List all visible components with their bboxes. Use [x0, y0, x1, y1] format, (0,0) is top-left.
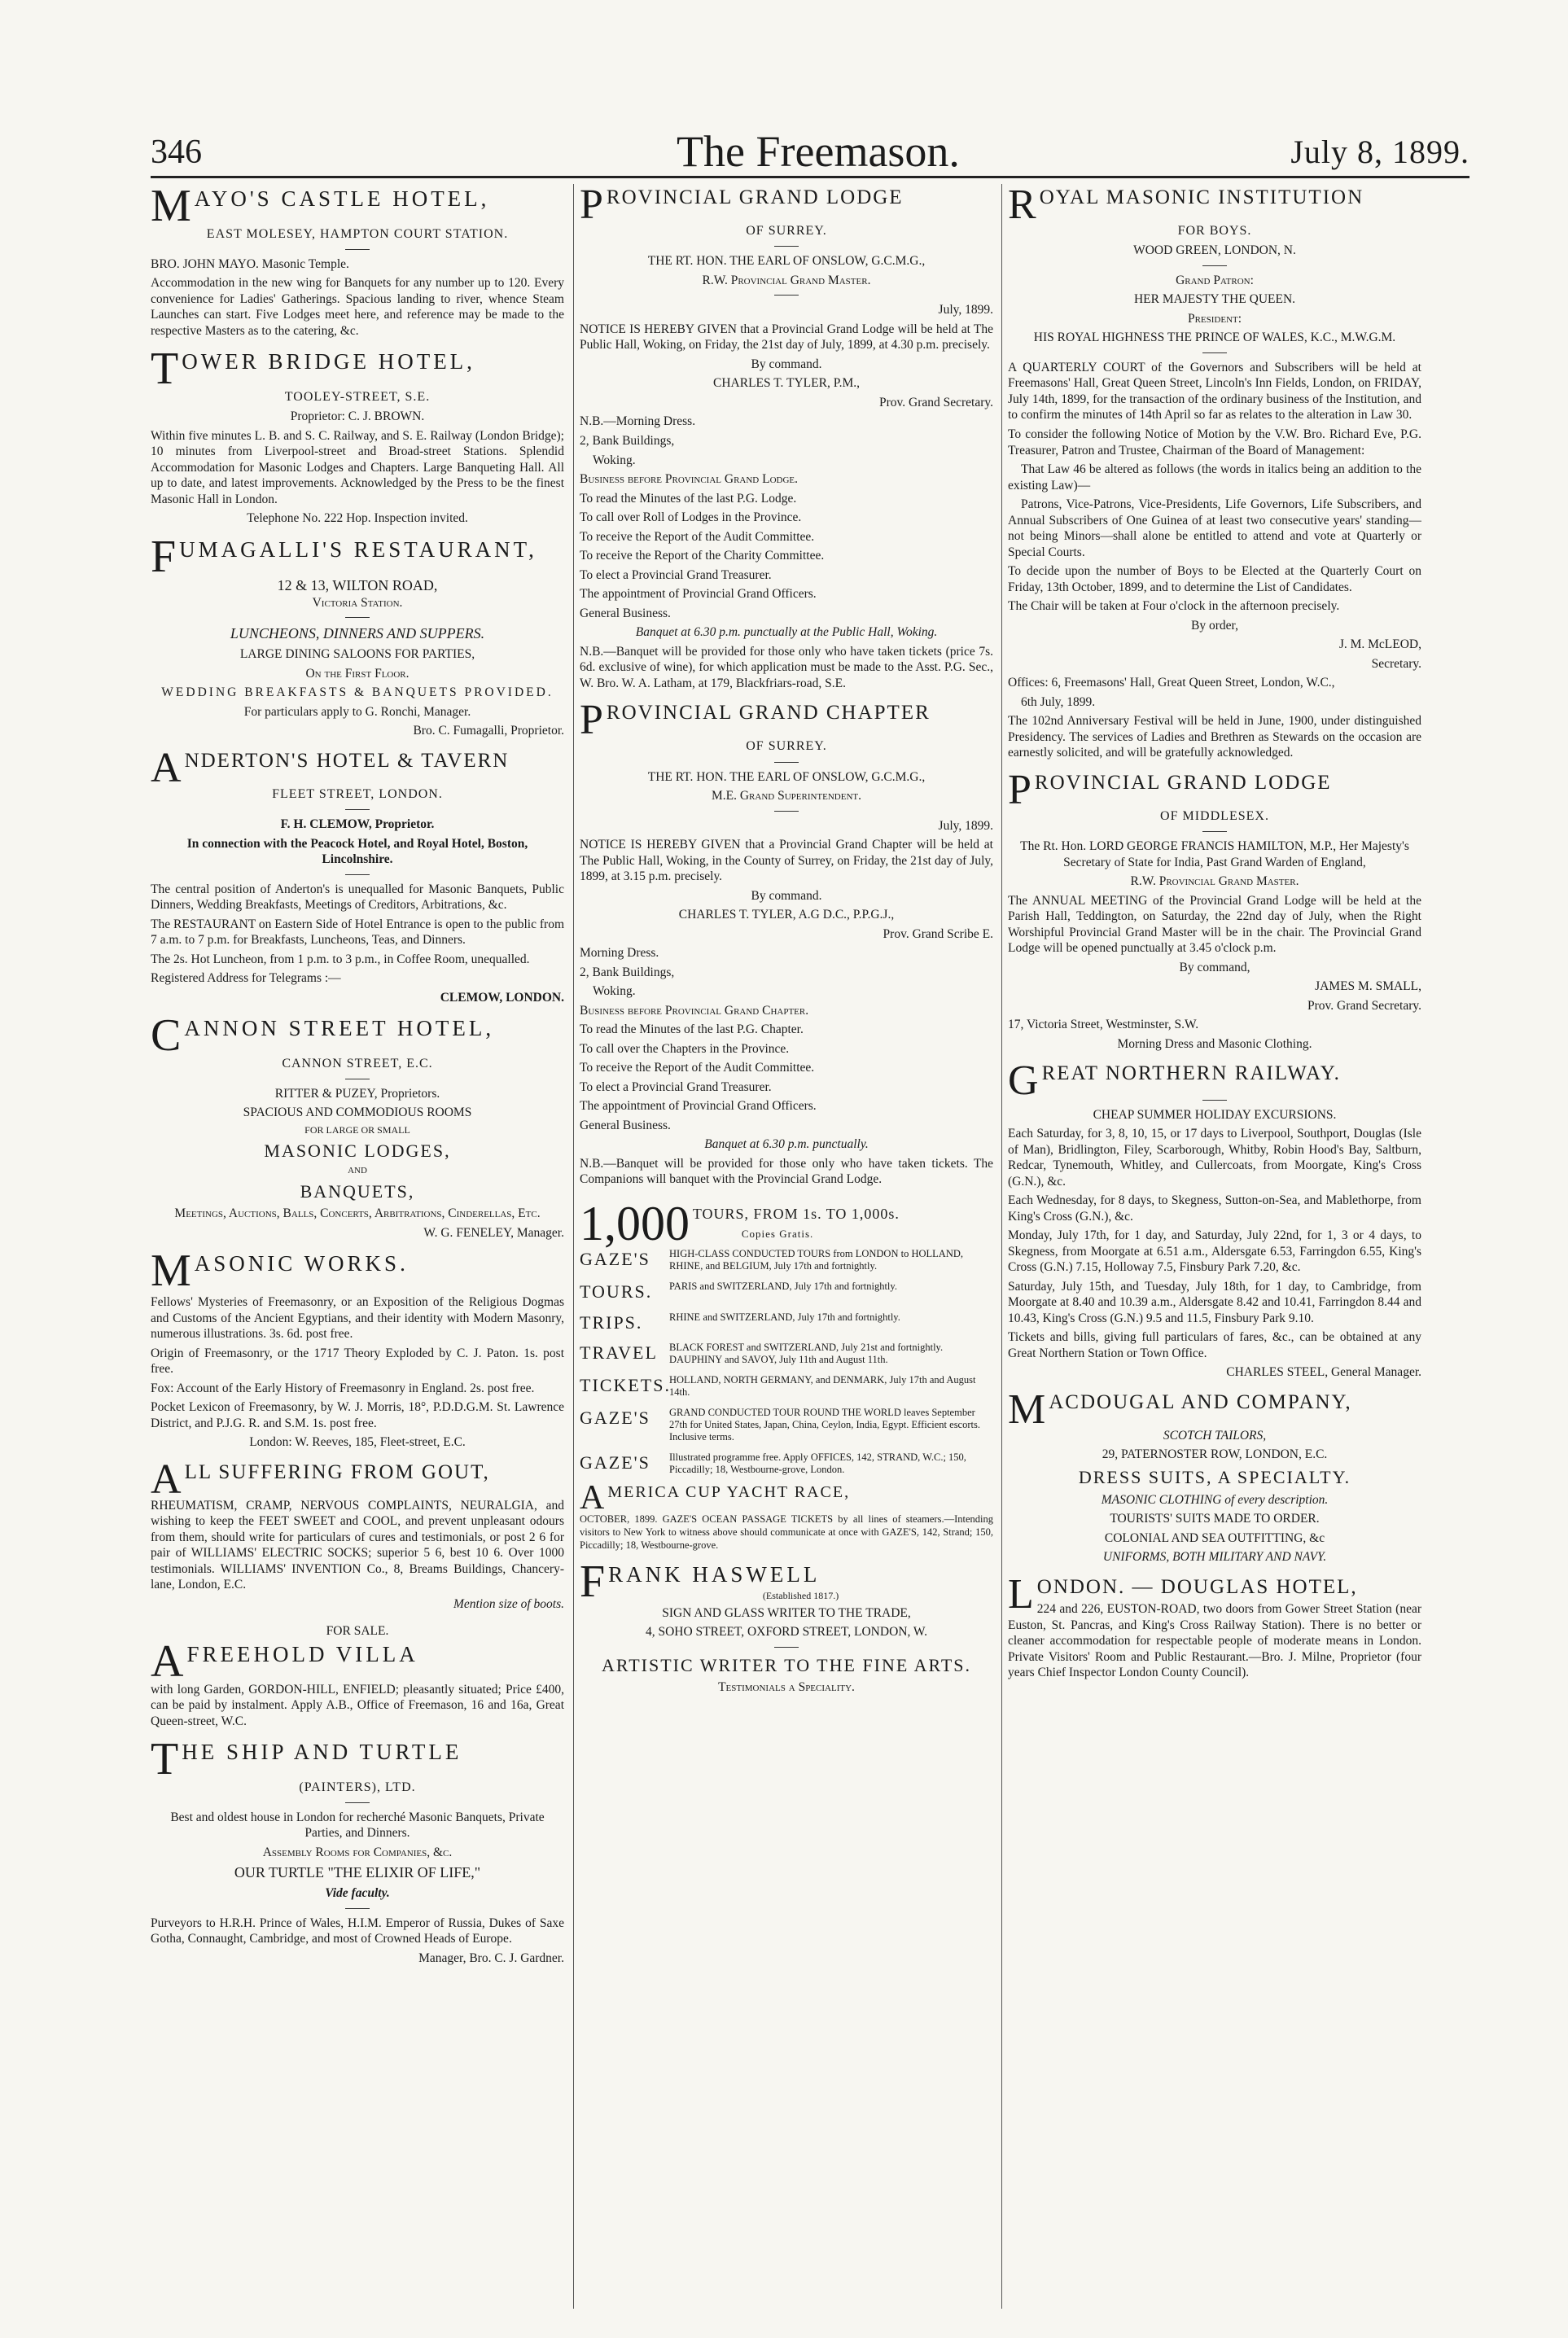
ad-macdougal	[1008, 1386, 1421, 1565]
tour-text: RHINE and SWITZERLAND, July 17th and fortnightly.	[669, 1311, 900, 1323]
ad-body: RHEUMATISM, CRAMP, NERVOUS COMPLAINTS, NEURALGIA, and wishing to keep the FEET SWEET and COOL, and prevent unpleasant odours from them, should write for particulars of cures and testimonials, or post 2 6 for pair of WILLIAMS' ELECTRIC SOCKS; superior 5 6, best 10 6. Over 1000 testimonials. WILLIAMS' INVENTION Co., 8, Breams Buildings, Chancery-lane, London, E.C.	[151, 1498, 564, 1592]
rooms: SPACIOUS AND COMMODIOUS ROOMS	[243, 1106, 472, 1120]
ad-title: ROVINCIAL GRAND LODGE	[606, 187, 904, 208]
scribe: CHARLES T. TYLER, A.G D.C., P.P.G.J.,	[678, 908, 895, 922]
tour-row	[580, 1451, 993, 1476]
address: Woking.	[593, 984, 636, 999]
address: Woking.	[593, 453, 636, 467]
book-item: Pocket Lexicon of Freemasonry, by W. J. Morris, 18°, P.D.D.G.M. St. Lawrence District, and P.J.G. R. and S.M. 1s. post free.	[151, 1400, 564, 1430]
line: COLONIAL AND SEA OUTFITTING, &c	[1104, 1530, 1325, 1545]
tagline: LUNCHEONS, DINNERS AND SUPPERS.	[230, 625, 485, 642]
command: By command,	[1179, 960, 1250, 974]
notice-pg-lodge-middlesex	[1008, 766, 1421, 1053]
tour-label: GAZE'S	[580, 1408, 650, 1429]
agenda-item: To elect a Provincial Grand Treasurer.	[580, 567, 772, 582]
agenda-item: To read the Minutes of the last P.G. Chapter.	[580, 1022, 804, 1037]
line: ARTISTIC WRITER TO THE FINE ARTS.	[601, 1654, 972, 1675]
banquet-note: N.B.—Banquet will be provided for those only who have taken tickets (price 7s. 6d. exclusive of wine), for which application must be made to the Asst. P.G. Sec., W. Bro. W. A. Latham, at 179, Blackfriars-road, S.E.	[580, 644, 993, 690]
drop-cap: M	[151, 1246, 191, 1297]
notice-text: NOTICE IS HEREBY GIVEN that a Provincial Grand Lodge will be held at The Public Hall, Woking, on Friday, the 21st day of July, 1899, at 4.30 p.m. precisely.	[580, 322, 993, 352]
established: (Established 1817.)	[762, 1589, 839, 1601]
address: 17, Victoria Street, Westminster, S.W.	[1008, 1018, 1199, 1032]
manager: W. G. FENELEY, Manager.	[423, 1225, 564, 1240]
drop-cap: C	[151, 1010, 182, 1062]
proprietor: F. H. CLEMOW, Proprietor.	[280, 817, 435, 832]
ad-gazes-tours	[580, 1196, 993, 1552]
patron-label: Grand Patron:	[1176, 273, 1254, 287]
command: By command.	[751, 357, 822, 371]
issue-date: July 8, 1899.	[1290, 134, 1469, 170]
notice-pg-chapter-surrey	[580, 697, 993, 1188]
business-heading: Business before Provincial Grand Lodge.	[580, 472, 799, 487]
vide: Vide faculty.	[325, 1886, 390, 1901]
column-divider	[573, 184, 574, 2309]
grand-master-role: R.W. Provincial Grand Master.	[1130, 874, 1299, 889]
banquet: Banquet at 6.30 p.m. punctually.	[704, 1137, 869, 1152]
drop-cap: G	[1008, 1057, 1039, 1105]
ad-subtitle: TOOLEY-STREET, S.E.	[284, 389, 431, 404]
ad-andertons-hotel	[151, 744, 564, 1006]
notice-date: July, 1899.	[938, 303, 993, 317]
drop-cap: F	[151, 531, 177, 582]
dress-note: Morning Dress and Masonic Clothing.	[1117, 1036, 1312, 1051]
tour-label: TICKETS.	[580, 1375, 671, 1396]
manager: Manager, Bro. C. J. Gardner.	[418, 1951, 564, 1965]
ad-title: ACDOUGAL AND COMPANY,	[1049, 1390, 1352, 1413]
tours-heading: TOURS, FROM 1s. TO 1,000s.	[692, 1206, 900, 1223]
address: 2, Bank Buildings,	[580, 433, 675, 448]
drop-cap: L	[1008, 1570, 1034, 1618]
rooms: LARGE DINING SALOONS FOR PARTIES,	[239, 647, 475, 662]
ad-mayos-hotel	[151, 187, 564, 339]
telegram-address: CLEMOW, LONDON.	[440, 990, 564, 1005]
ad-douglas-hotel	[1008, 1570, 1421, 1681]
grand-master: THE RT. HON. THE EARL OF ONSLOW, G.C.M.G.,	[647, 254, 926, 269]
address: 29, PATERNOSTER ROW, LONDON, E.C.	[1102, 1447, 1328, 1462]
ad-tower-bridge-hotel	[151, 344, 564, 526]
drop-cap: F	[580, 1556, 606, 1608]
notice-pg-lodge-surrey	[580, 187, 993, 691]
order: By order,	[1191, 618, 1238, 633]
lodges: MASONIC LODGES,	[264, 1141, 451, 1162]
grand-superintendent-role: M.E. Grand Superintendent.	[711, 789, 862, 803]
tour-label: TOURS.	[580, 1281, 653, 1302]
events: Meetings, Auctions, Balls, Concerts, Arbitrations, Cinderellas, Etc.	[174, 1206, 541, 1221]
secretary: J. M. McLEOD,	[1338, 637, 1421, 652]
ad-body: Accommodation in the new wing for Banquets for any number up to 120. Every convenience for Ladies' Gatherings. Spacious landing to river, whence Steam Launches can start. Five Lodges meet here, and reference may be made to the respective Masters as to the catering, &c.	[151, 276, 564, 338]
festival: The 102nd Anniversary Festival will be held in June, 1900, under distinguished Presidency. The services of Ladies and Brethren as Stewards on the occasion are earnestly solicited, and will be gratefully acknowledged.	[1008, 714, 1421, 760]
ad-body: Within five minutes L. B. and S. C. Railway, and S. E. Railway (London Bridge); 10 minutes from Liverpool-street and Broad-street Stations. Splendid Accommodation for Masonic Lodges and Chapters. Large Banqueting Hall. All up to date, and latest improvements. Acknowledged by the Press to be the finest Masonic Hall in London.	[151, 428, 564, 506]
ad-frank-haswell	[580, 1556, 993, 1696]
column-2	[580, 187, 993, 2312]
ad-freehold-villa	[151, 1623, 564, 1729]
telegrams: Registered Address for Telegrams :—	[151, 971, 341, 986]
and: AND	[348, 1165, 367, 1176]
tour-text: GRAND CONDUCTED TOUR ROUND THE WORLD leaves September 27th for United States, Japan, China, Ceylon, India, Egypt. Efficient escorts. Inclusive terms.	[669, 1407, 980, 1443]
ad-subtitle: EAST MOLESEY, HAMPTON COURT STATION.	[206, 226, 509, 241]
ad-title: OYAL MASONIC INSTITUTION	[1039, 187, 1364, 208]
newspaper-title: The Freemason.	[677, 127, 960, 176]
drop-cap: R	[1008, 187, 1036, 228]
banquet-note: N.B.—Banquet will be provided for those only who have taken tickets. The Companions will banquet with the Provincial Grand Lodge.	[580, 1156, 993, 1187]
date: 6th July, 1899.	[1021, 694, 1096, 709]
tour-row	[580, 1311, 993, 1334]
header-rule	[151, 176, 1469, 178]
ad-title: REAT NORTHERN RAILWAY.	[1041, 1062, 1341, 1085]
column-divider	[1001, 184, 1002, 2309]
tour-text: PARIS and SWITZERLAND, July 17th and fortnightly.	[669, 1280, 897, 1292]
drop-cap: A	[151, 1456, 182, 1503]
proprietor: Bro. C. Fumagalli, Proprietor.	[413, 724, 564, 738]
ad-title: NDERTON'S HOTEL & TAVERN	[184, 749, 510, 772]
ad-subtitle: (PAINTERS), LTD.	[299, 1780, 416, 1794]
ad-subtitle: FLEET STREET, LONDON.	[272, 786, 443, 801]
proprietors: RITTER & PUZEY, Proprietors.	[274, 1086, 440, 1101]
notice-text: Patrons, Vice-Patrons, Vice-Presidents, Life Governors, Life Subscribers, and Annual Subscribers of One Guinea of at least two consecutive years' standing—not being Minors—shall alone be entitled to attend and vote at Quarterly or Special Courts.	[1008, 497, 1421, 559]
line: 4, SOHO STREET, OXFORD STREET, LONDON, W.	[645, 1625, 928, 1640]
agenda-item: The appointment of Provincial Grand Officers.	[580, 1099, 817, 1114]
notice-royal-masonic-institution	[1008, 187, 1421, 761]
column-1	[151, 187, 564, 2312]
secretary: JAMES M. SMALL,	[1315, 979, 1421, 994]
ad-body: Each Saturday, for 3, 8, 10, 15, or 17 days to Liverpool, Southport, Douglas (Isle of Man), Bridlington, Filey, Scarborough, Whitby, Robin Hood's Bay, Saltburn, Redcar, Tynemouth, Whitley, and Cullercoats, from Moorgate, King's Cross (G.N.), &c.	[1008, 1127, 1421, 1189]
ad-title: ASONIC WORKS.	[194, 1251, 409, 1276]
ad-title: ANNON STREET HOTEL,	[184, 1016, 495, 1041]
proprietor: Proprietor: C. J. BROWN.	[290, 409, 425, 424]
command: By command.	[751, 888, 822, 903]
agenda-item: General Business.	[580, 1118, 671, 1132]
ad-subtitle: OF SURREY.	[746, 224, 827, 239]
line: DRESS SUITS, A SPECIALTY.	[1078, 1466, 1351, 1487]
tour-row	[580, 1374, 993, 1399]
notice-text: A QUARTERLY COURT of the Governors and Subscribers will be held at Freemasons' Hall, Great Queen Street, Lincoln's Inn Fields, London, on FRIDAY, July 14th, 1899, for the transaction of the ordinary business of the Institution, and to confirm the minutes of 14th April so far as relates to the alteration in Law 30.	[1008, 360, 1421, 423]
ad-title: HE SHIP AND TURTLE	[182, 1740, 462, 1765]
agenda-item: The appointment of Provincial Grand Officers.	[580, 587, 817, 602]
secretary: CHARLES T. TYLER, P.M.,	[713, 376, 860, 391]
ad-title: RANK HASWELL	[608, 1562, 821, 1587]
notice-text: To consider the following Notice of Motion by the V.W. Bro. Richard Eve, P.G. Treasurer, Patron and Trustee, Chairman of the Board of Management:	[1008, 427, 1421, 458]
manager: CHARLES STEEL, General Manager.	[1226, 1365, 1421, 1380]
notice-text: To decide upon the number of Boys to be Elected at the Quarterly Court on Friday, 13th October, 1899, and to determine the List of Candidates.	[1008, 564, 1421, 594]
agenda-item: To call over Roll of Lodges in the Province.	[580, 510, 802, 525]
drop-cap: P	[580, 697, 603, 744]
purveyors: Purveyors to H.R.H. Prince of Wales, H.I.M. Emperor of Russia, Dukes of Saxe Gotha, Connaught, Cambridge, and most of Crowned Heads of Europe.	[151, 1915, 564, 1946]
ad-body: with long Garden, GORDON-HILL, ENFIELD; pleasantly situated; Price £400, can be paid by instalment. Apply A.B., Office of Freemason, 16 and 16a, Great Queen-street, W.C.	[151, 1682, 564, 1728]
scribe-role: Prov. Grand Scribe E.	[883, 926, 993, 941]
tour-row	[580, 1407, 993, 1443]
ad-fumagalli	[151, 531, 564, 739]
ad-body: Tickets and bills, giving full particulars of fares, &c., can be obtained at any Great Northern Station or Town Office.	[1008, 1330, 1421, 1360]
drop-cap: A	[151, 1635, 184, 1687]
ad-body: OCTOBER, 1899. GAZE'S OCEAN PASSAGE TICKETS by all lines of steamers.—Intending visitors to New York to witness above should communicate at once with GAZE'S, 142, Strand; 150, Piccadilly; 18, Westbourne-grove.	[580, 1513, 993, 1551]
line: MASONIC CLOTHING of every description.	[1101, 1492, 1329, 1507]
banquet: Banquet at 6.30 p.m. punctually at the Public Hall, Woking.	[635, 625, 938, 640]
tour-label: TRAVEL	[580, 1342, 658, 1364]
ad-body: Monday, July 17th, for 1 day, and Saturday, July 22nd, for 1, 3 or 4 days, to Skegness, from Moorgate at 6.51 a.m., Aldersgate 6.53, Farringdon 6.55, King's Cross (G.N.) 7.15, Holloway 7.5, Finsbury Park 7.20, &c.	[1008, 1228, 1421, 1275]
ad-body: The 2s. Hot Luncheon, from 1 p.m. to 3 p.m., in Coffee Room, unequalled.	[151, 952, 530, 966]
connection: In connection with the Peacock Hotel, and Royal Hotel, Boston, Lincolnshire.	[186, 836, 528, 867]
rooms: Assembly Rooms for Companies, &c.	[262, 1845, 453, 1859]
drop-cap: A	[151, 744, 182, 791]
address: 2, Bank Buildings,	[580, 965, 675, 979]
dress-note: Morning Dress.	[580, 946, 659, 961]
telephone: Telephone No. 222 Hop. Inspection invited.	[247, 511, 468, 526]
ad-masonic-works	[151, 1246, 564, 1450]
agenda-item: General Business.	[580, 606, 671, 620]
ad-ship-and-turtle	[151, 1734, 564, 1966]
secretary-role: Prov. Grand Secretary.	[878, 395, 993, 409]
wedding: WEDDING BREAKFASTS & BANQUETS PROVIDED.	[161, 685, 554, 700]
president: HIS ROYAL HIGHNESS THE PRINCE OF WALES, K.C., M.W.G.M.	[1033, 331, 1396, 345]
owner: BRO. JOHN MAYO. Masonic Temple.	[151, 256, 349, 271]
notice-text: That Law 46 be altered as follows (the words in italics being an addition to the existing Law)—	[1008, 462, 1421, 493]
tour-label: GAZE'S	[580, 1452, 650, 1473]
ad-title: UMAGALLI'S RESTAURANT,	[179, 536, 537, 562]
ad-body: The RESTAURANT on Eastern Side of Hotel Entrance is open to the public from 7 a.m. to 7 p.m. for Breakfasts, Luncheons, Teas, and Dinners.	[151, 917, 564, 948]
notice-text: The Chair will be taken at Four o'clock in the afternoon precisely.	[1008, 599, 1340, 614]
apply: For particulars apply to G. Ronchi, Manager.	[243, 704, 471, 719]
notice-date: July, 1899.	[938, 818, 993, 833]
tour-row	[580, 1342, 993, 1366]
for: FOR LARGE OR SMALL	[304, 1124, 410, 1136]
ad-subtitle: SCOTCH TAILORS,	[1163, 1428, 1267, 1443]
station: Victoria Station.	[312, 595, 403, 610]
tour-row	[580, 1248, 993, 1272]
business-heading: Business before Provincial Grand Chapter.	[580, 1003, 809, 1018]
tour-text: HOLLAND, NORTH GERMANY, and DENMARK, July 17th and August 14th.	[669, 1374, 976, 1399]
turtle: OUR TURTLE "THE ELIXIR OF LIFE,"	[234, 1864, 481, 1881]
patron: HER MAJESTY THE QUEEN.	[1133, 292, 1296, 307]
tour-row	[580, 1281, 993, 1303]
drop-cap: P	[580, 187, 603, 228]
agenda-item: To receive the Report of the Audit Committee.	[580, 1061, 815, 1075]
agenda-item: To receive the Report of the Charity Committee.	[580, 549, 825, 563]
for-sale: FOR SALE.	[326, 1624, 389, 1639]
ad-title: ROVINCIAL GRAND LODGE	[1034, 771, 1332, 794]
ad-title: MERICA CUP YACHT RACE,	[607, 1483, 851, 1502]
book-item: Origin of Freemasonry, or the 1717 Theory Exploded by C. J. Paton. 1s. post free.	[151, 1346, 564, 1377]
ad-subtitle: OF SURREY.	[746, 739, 827, 754]
tour-text: HIGH-CLASS CONDUCTED TOURS from LONDON to HOLLAND, RHINE, and BELGIUM, July 17th and fortnightly.	[669, 1247, 963, 1272]
ad-cannon-street-hotel	[151, 1010, 564, 1241]
drop-cap: T	[151, 1734, 179, 1785]
ad-body: Saturday, July 15th, and Tuesday, July 18th, for 1 day, to Cambridge, from Moorgate at 8.40 and 10.39 a.m., Aldersgate 8.42 and 10.41, Farringdon 8.44 and 10.43, King's Cross (G.N.) 9.5 and 11.5, Finsbury Park 9.10.	[1008, 1279, 1421, 1325]
grand-superintendent: THE RT. HON. THE EARL OF ONSLOW, G.C.M.G.,	[647, 769, 926, 784]
column-3	[1008, 187, 1421, 2312]
ad-title: AYO'S CASTLE HOTEL,	[194, 187, 490, 211]
tours-big-number: 1,000	[580, 1196, 690, 1250]
drop-cap: M	[151, 187, 191, 231]
ad-title: LL SUFFERING FROM GOUT,	[184, 1460, 490, 1483]
tour-label: GAZE'S	[580, 1248, 650, 1269]
tour-text: Illustrated programme free. Apply OFFICES, 142, STRAND, W.C.; 150, Piccadilly; 18, Westbourne-grove, London.	[669, 1451, 966, 1476]
ad-body: The central position of Anderton's is unequalled for Masonic Banquets, Public Dinners, Wedding Breakfasts, Meetings of Creditors, Arbitrations, &c.	[151, 882, 564, 913]
line: SIGN AND GLASS WRITER TO THE TRADE,	[662, 1605, 911, 1620]
ad-body: 224 and 226, EUSTON-ROAD, two doors from Gower Street Station (near Euston, St. Pancras, and King's Cross Railway Station). There is no better or cleaner accommodation for respectable people of moderate means in London. Private Visitors' Room and Public Restaurant.—Bro. J. Milne, Proprietor (four years Chief Inspector London County Council).	[1008, 1602, 1421, 1680]
line: Testimonials a Speciality.	[718, 1680, 855, 1695]
line: UNIFORMS, BOTH MILITARY AND NAVY.	[1102, 1550, 1327, 1565]
notice-text: The ANNUAL MEETING of the Provincial Grand Lodge will be held at the Parish Hall, Teddington, on Saturday, the 22nd day of July, when the Right Worshipful Provincial Grand Master will be in the chair. The Provincial Grand Lodge will be opened punctually at 3.45 o'clock p.m.	[1008, 893, 1421, 956]
drop-cap: A	[580, 1479, 605, 1517]
location: WOOD GREEN, LONDON, N.	[1133, 243, 1296, 258]
ad-subtitle: FOR BOYS.	[1177, 224, 1252, 239]
ad-subtitle: CHEAP SUMMER HOLIDAY EXCURSIONS.	[1093, 1107, 1337, 1122]
ad-great-northern-railway	[1008, 1057, 1421, 1380]
notice-text: NOTICE IS HEREBY GIVEN that a Provincial Grand Chapter will be held at The Public Hall, Woking, in the County of Surrey, on Friday, the 21st day of July, 1899, at 3.15 p.m. precisely.	[580, 838, 993, 884]
ad-gout	[151, 1456, 564, 1613]
agenda-item: To elect a Provincial Grand Treasurer.	[580, 1079, 772, 1094]
secretary-role: Secretary.	[1371, 656, 1421, 671]
grand-master-role: R.W. Provincial Grand Master.	[702, 273, 871, 287]
tour-label: TRIPS.	[580, 1311, 643, 1333]
line: TOURISTS' SUITS MADE TO ORDER.	[1110, 1512, 1320, 1526]
ad-title: FREEHOLD VILLA	[186, 1641, 418, 1666]
ad-body: Each Wednesday, for 8 days, to Skegness, Sutton-on-Sea, and Mablethorpe, from King's Cross (G.N.), &c.	[1008, 1193, 1421, 1224]
masthead	[151, 126, 1469, 176]
book-item: Fox: Account of the Early History of Freemasonry in England. 2s. post free.	[151, 1381, 535, 1395]
secretary-role: Prov. Grand Secretary.	[1307, 998, 1421, 1013]
ad-title: OWER BRIDGE HOTEL,	[182, 349, 475, 374]
agenda-item: To call over the Chapters in the Province.	[580, 1041, 790, 1056]
ad-title: ONDON. — DOUGLAS HOTEL,	[1036, 1575, 1358, 1598]
ad-body: Best and oldest house in London for recherché Masonic Banquets, Private Parties, and Dinners.	[170, 1810, 545, 1841]
mention: Mention size of boots.	[453, 1596, 564, 1611]
drop-cap: T	[151, 344, 179, 395]
ad-title: ROVINCIAL GRAND CHAPTER	[606, 702, 931, 725]
address: 12 & 13, WILTON ROAD,	[277, 577, 438, 594]
publisher: London: W. Reeves, 185, Fleet-street, E.C.	[249, 1435, 466, 1450]
banquets: BANQUETS,	[300, 1180, 415, 1202]
page-number: 346	[151, 134, 202, 171]
dress-note: N.B.—Morning Dress.	[580, 414, 696, 429]
offices: Offices: 6, Freemasons' Hall, Great Queen Street, London, W.C.,	[1008, 676, 1335, 690]
tour-text: BLACK FOREST and SWITZERLAND, July 21st and fortnightly. DAUPHINY and SAVOY, July 11th and August 11th.	[669, 1342, 944, 1366]
ad-subtitle: OF MIDDLESEX.	[1160, 808, 1269, 823]
grand-master: The Rt. Hon. LORD GEORGE FRANCIS HAMILTON, M.P., Her Majesty's Secretary of State for India, Past Grand Warden of England,	[1020, 839, 1409, 869]
ad-subtitle: CANNON STREET, E.C.	[282, 1056, 433, 1070]
book-item: Fellows' Mysteries of Freemasonry, or an Exposition of the Religious Dogmas and Customs of the Ancient Egyptians, and their identity with Modern Masonry, numerous illustrations. 3s. 6d. post free.	[151, 1295, 564, 1342]
tours-copies: Copies Gratis.	[741, 1227, 814, 1240]
agenda-item: To read the Minutes of the last P.G. Lodge.	[580, 491, 797, 506]
agenda-item: To receive the Report of the Audit Committee.	[580, 529, 815, 544]
drop-cap: M	[1008, 1386, 1046, 1433]
floor: On the First Floor.	[305, 666, 410, 681]
drop-cap: P	[1008, 766, 1031, 813]
president-label: President:	[1187, 311, 1242, 326]
